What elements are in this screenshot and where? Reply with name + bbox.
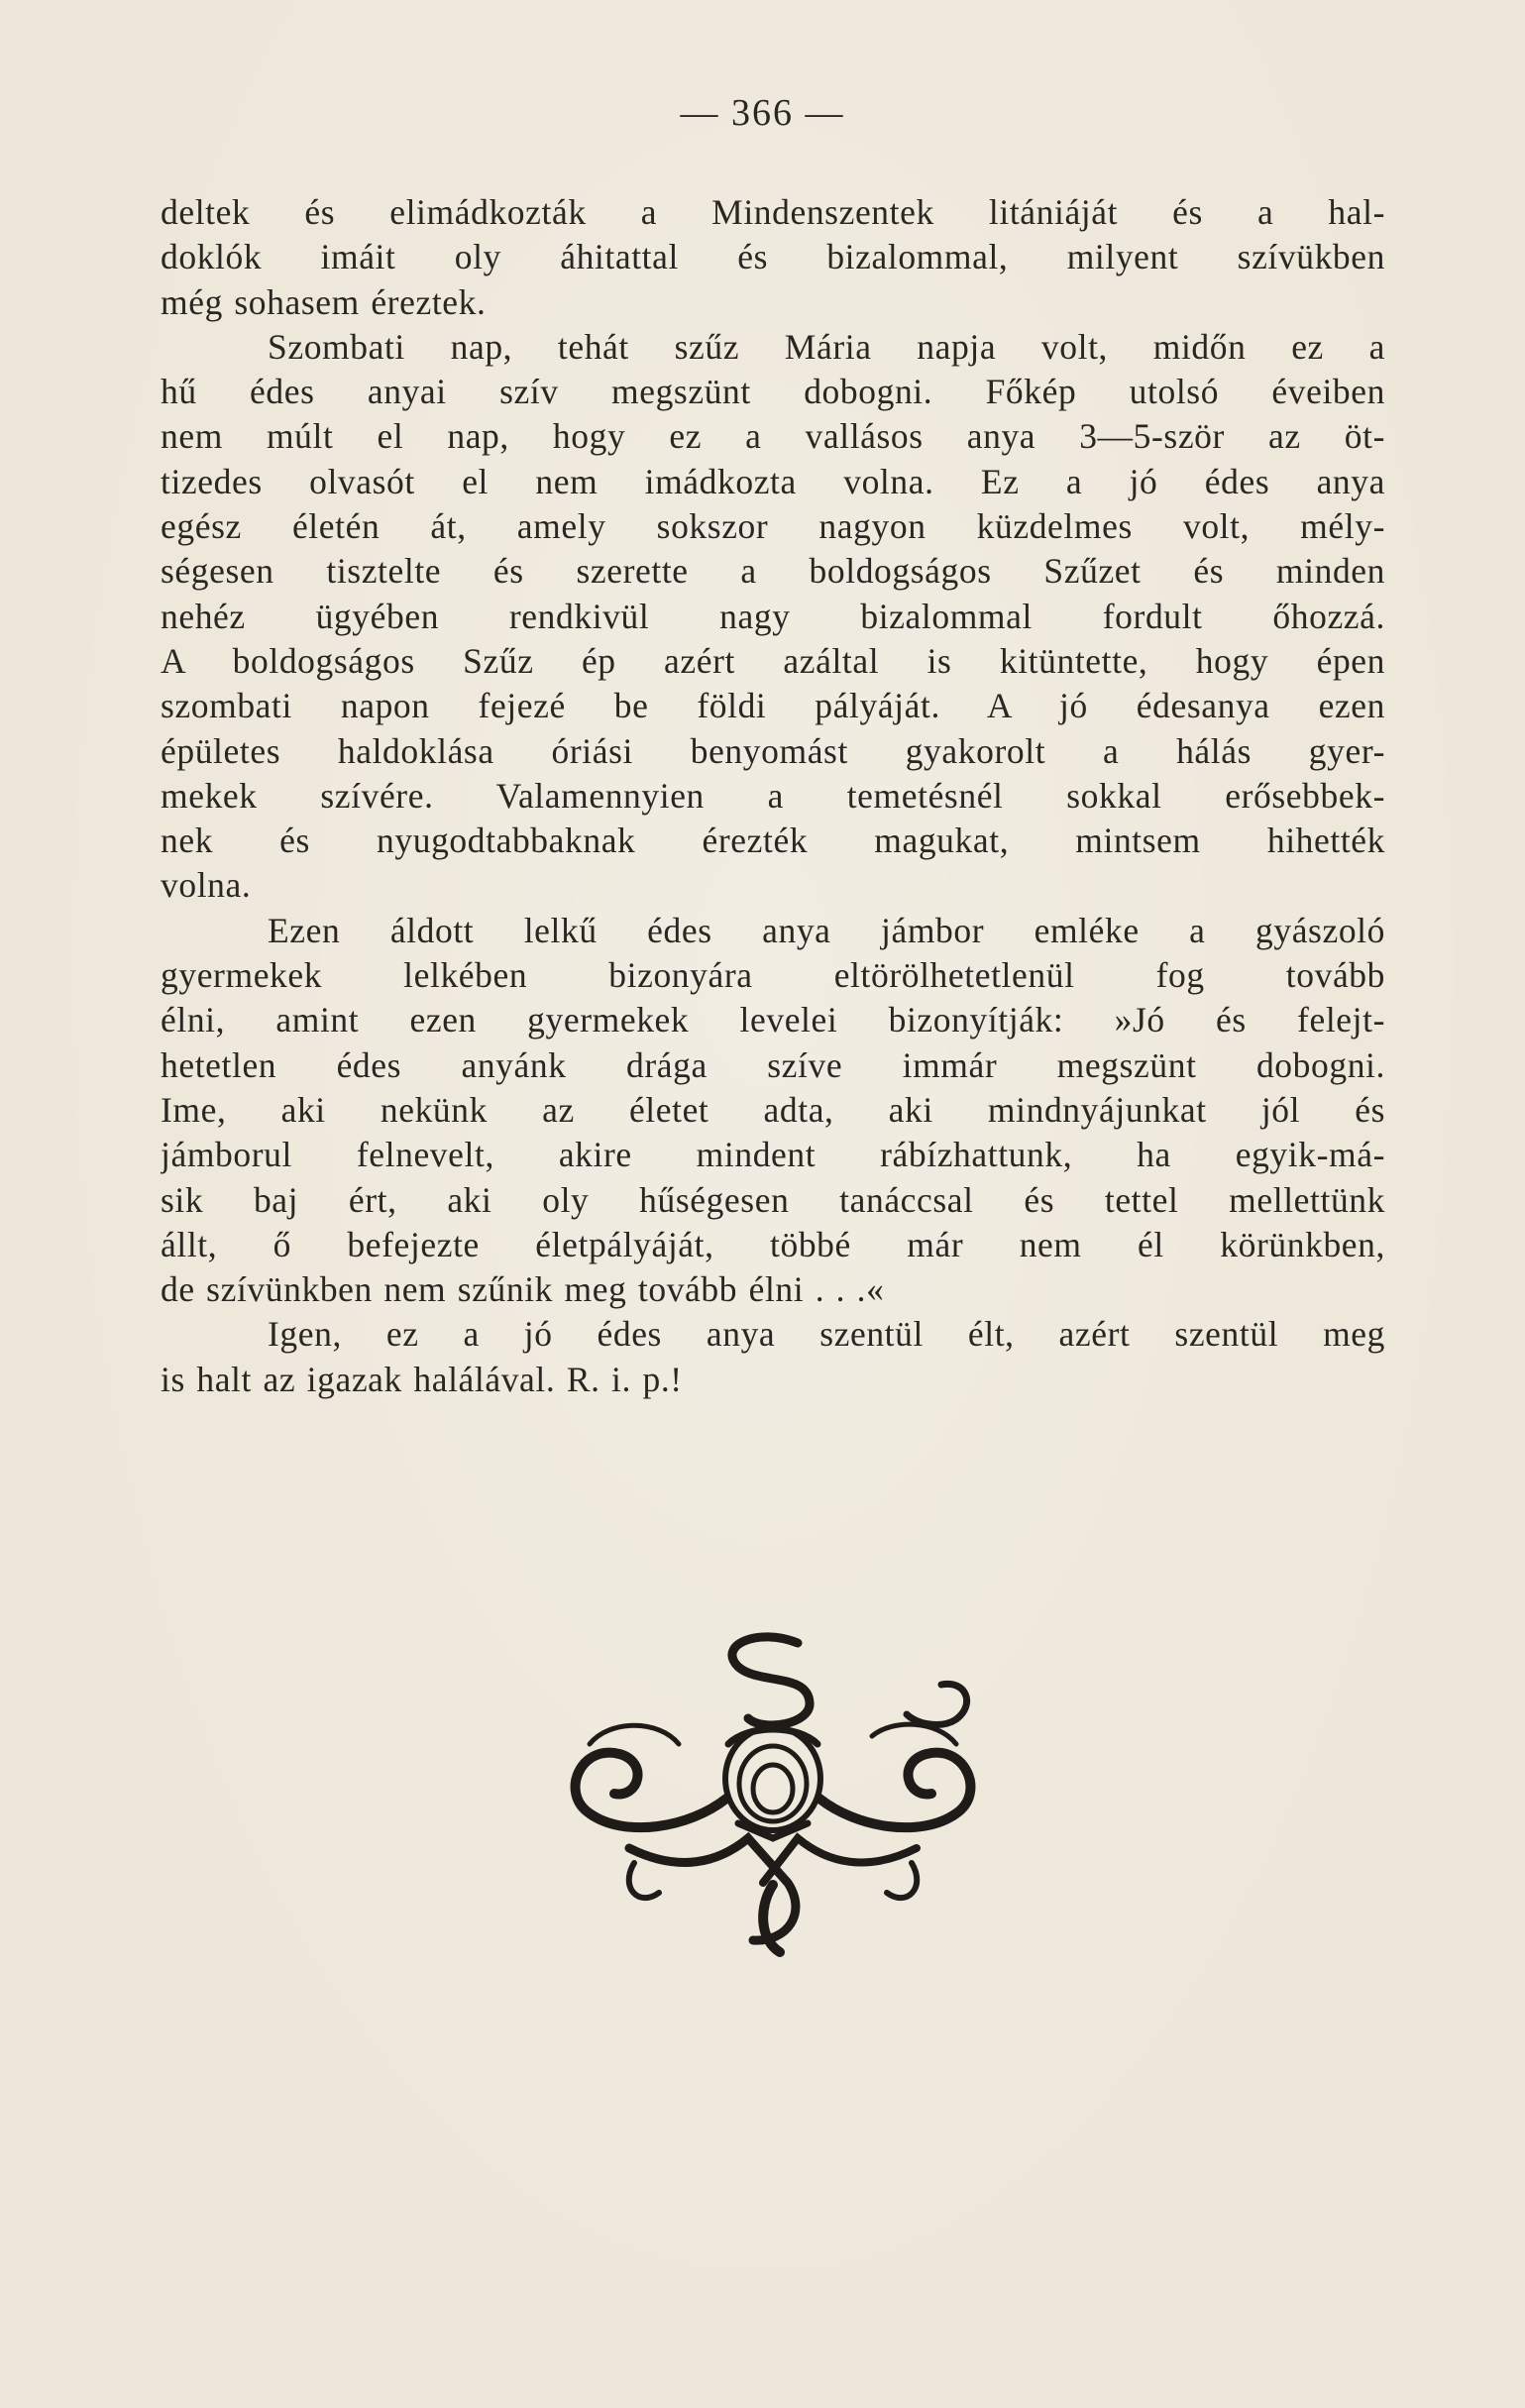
- text-line: volna.: [161, 865, 252, 906]
- text-line: jámborul felnevelt, akire mindent rábízhattunk, ha egyik-má-: [161, 1135, 1385, 1175]
- text-line: nem múlt el nap, hogy ez a vallásos anya 3—5-ször az öt-: [161, 416, 1385, 457]
- text-line: Ime, aki nekünk az életet adta, aki mindnyájunkat jól és: [161, 1089, 1385, 1130]
- text-line: még sohasem éreztek.: [161, 281, 487, 322]
- text-line: A boldogságos Szűz ép azért azáltal is kitüntette, hogy épen: [161, 640, 1385, 681]
- text-line: Igen, ez a jó édes anya szentül élt, azért szentül meg: [268, 1314, 1385, 1355]
- text-line: állt, ő befejezte életpályáját, többé már nem él körünkben,: [161, 1224, 1385, 1264]
- text-line: tizedes olvasót el nem imádkozta volna. Ez a jó édes anya: [161, 461, 1385, 501]
- body-text: [161, 190, 1385, 1402]
- text-line: doklók imáit oly áhitattal és bizalommal, milyent szívükben: [161, 237, 1385, 277]
- text-line: hetetlen édes anyánk drága szíve immár megszünt dobogni.: [161, 1044, 1385, 1085]
- scroll-ornament-icon: [550, 1625, 996, 1962]
- text-line: sik baj ért, aki oly hűségesen tanáccsal és tettel mellettünk: [161, 1179, 1385, 1220]
- text-line: gyermekek lelkében bizonyára eltörölhetetlenül fog tovább: [161, 955, 1385, 996]
- text-line: hű édes anyai szív megszünt dobogni. Főkép utolsó éveiben: [161, 372, 1385, 412]
- text-line: is halt az igazak halálával. R. i. p.!: [161, 1359, 683, 1399]
- text-line: nehéz ügyében rendkivül nagy bizalommal fordult őhozzá.: [161, 596, 1385, 636]
- text-line: szombati napon fejezé be földi pályáját. A jó édesanya ezen: [161, 686, 1385, 726]
- text-line: Szombati nap, tehát szűz Mária napja volt, midőn ez a: [268, 326, 1385, 367]
- text-line: de szívünkben nem szűnik meg tovább élni . . .«: [161, 1269, 885, 1310]
- text-line: Ezen áldott lelkű édes anya jámbor emléke a gyászoló: [268, 910, 1385, 950]
- text-line: nek és nyugodtabbaknak érezték magukat, mintsem hihették: [161, 821, 1385, 861]
- text-line: élni, amint ezen gyermekek levelei bizonyítják: »Jó és felejt-: [161, 1000, 1385, 1040]
- text-line: ségesen tisztelte és szerette a boldogságos Szűzet és minden: [161, 551, 1385, 592]
- text-line: épületes haldoklása óriási benyomást gyakorolt a hálás gyer-: [161, 730, 1385, 771]
- text-line: egész életén át, amely sokszor nagyon küzdelmes volt, mély-: [161, 506, 1385, 547]
- page-number: — 366 —: [680, 92, 845, 134]
- text-line: deltek és elimádkozták a Mindenszentek litániáját és a hal-: [161, 192, 1385, 232]
- text-line: mekek szívére. Valamennyien a temetésnél sokkal erősebbek-: [161, 775, 1385, 816]
